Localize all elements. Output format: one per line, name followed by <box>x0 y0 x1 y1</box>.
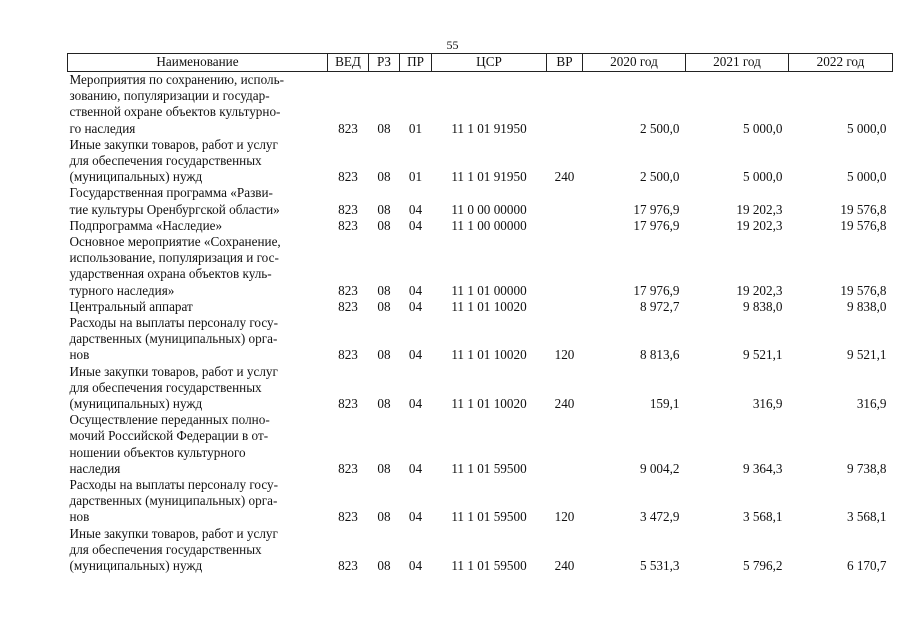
row-rz: 08 <box>377 396 391 412</box>
header-ved: ВЕД <box>328 54 369 72</box>
row-csr: 11 1 01 10020 <box>451 396 527 412</box>
row-rz: 08 <box>377 509 391 525</box>
row-name <box>68 185 328 217</box>
row-csr: 11 1 01 91950 <box>451 169 527 185</box>
row-pr: 04 <box>408 558 423 574</box>
row-name-line: Иные закупки товаров, работ и услуг <box>69 363 278 379</box>
row-vr: 240 <box>554 396 575 412</box>
row-value-2020: 2 500,0 <box>639 120 680 136</box>
row-value-2022: 5 000,0 <box>846 169 887 185</box>
row-name-line: (муниципальных) нужд <box>69 558 203 574</box>
row-ved: 823 <box>338 509 358 525</box>
row-csr: 11 1 01 59500 <box>451 460 527 476</box>
row-csr: 11 1 01 10020 <box>451 347 527 363</box>
row-value-2021: 9 838,0 <box>742 298 783 314</box>
row-name-line: наследия <box>69 460 121 476</box>
row-value-2020: 17 976,9 <box>633 282 680 298</box>
header-vr: ВР <box>547 54 583 72</box>
header-2022: 2022 год <box>789 54 893 72</box>
row-pr: 04 <box>408 298 423 314</box>
row-value-2022: 9 738,8 <box>846 460 887 476</box>
row-ved: 823 <box>338 347 358 363</box>
row-pr: 04 <box>408 509 423 525</box>
row-name-line: нов <box>69 509 90 525</box>
row-value-2021: 19 202,3 <box>736 282 783 298</box>
row-name <box>68 412 328 477</box>
row-pr: 01 <box>408 120 423 136</box>
row-value-2021: 9 364,3 <box>742 460 783 476</box>
row-ved: 823 <box>338 396 358 412</box>
row-name-line: Подпрограмма «Наследие» <box>69 217 223 233</box>
row-name-line: го наследия <box>69 120 136 136</box>
row-name-line: Иные закупки товаров, работ и услуг <box>69 525 278 541</box>
row-value-2022: 3 568,1 <box>846 509 887 525</box>
table-row <box>68 364 893 413</box>
row-rz: 08 <box>377 201 391 217</box>
header-pr: ПР <box>400 54 432 72</box>
row-value-2021: 19 202,3 <box>736 201 783 217</box>
row-value-2020: 5 531,3 <box>639 558 680 574</box>
row-value-2021: 3 568,1 <box>742 509 783 525</box>
row-name-line: Государственная программа «Разви- <box>69 185 273 201</box>
row-value-2022: 9 521,1 <box>846 347 887 363</box>
row-pr: 04 <box>408 201 423 217</box>
row-csr: 11 1 01 59500 <box>451 558 527 574</box>
row-name <box>68 218 328 234</box>
row-name-line: Основное мероприятие «Сохранение, <box>69 234 281 250</box>
table-row <box>68 526 893 575</box>
row-csr: 11 1 01 10020 <box>451 298 527 314</box>
header-name: Наименование <box>68 54 328 72</box>
row-name <box>68 72 328 137</box>
row-name-line: ственной охране объектов культурно- <box>69 104 281 120</box>
row-pr: 04 <box>408 396 423 412</box>
row-name-line: использование, популяризация и гос- <box>69 250 279 266</box>
row-csr: 11 1 00 00000 <box>451 217 527 233</box>
row-vr <box>547 185 583 217</box>
table-header <box>68 54 893 72</box>
row-csr: 11 1 01 59500 <box>451 509 527 525</box>
row-name-line: Осуществление переданных полно- <box>69 412 270 428</box>
row-csr: 11 0 00 00000 <box>451 201 527 217</box>
row-name-line: Расходы на выплаты персоналу госу- <box>69 477 279 493</box>
table-row <box>68 412 893 477</box>
row-pr: 04 <box>408 217 423 233</box>
row-value-2022: 9 838,0 <box>846 298 887 314</box>
row-ved: 823 <box>338 169 358 185</box>
row-value-2021: 9 521,1 <box>742 347 783 363</box>
row-name <box>68 364 328 413</box>
row-value-2022: 19 576,8 <box>840 282 887 298</box>
row-rz: 08 <box>377 347 391 363</box>
row-value-2020: 8 813,6 <box>639 347 680 363</box>
row-pr: 04 <box>408 460 423 476</box>
row-name-line: (муниципальных) нужд <box>69 396 203 412</box>
row-name-line: Мероприятия по сохранению, исполь- <box>69 72 285 87</box>
row-value-2020: 17 976,9 <box>633 217 680 233</box>
header-rz: РЗ <box>369 54 400 72</box>
row-pr: 04 <box>408 347 423 363</box>
row-name-line: ударственная охрана объектов куль- <box>69 266 272 282</box>
row-name-line: тие культуры Оренбургской области» <box>69 201 280 217</box>
row-vr: 240 <box>554 169 575 185</box>
row-name <box>68 477 328 526</box>
row-ved: 823 <box>338 120 358 136</box>
row-name <box>68 315 328 364</box>
table-row <box>68 137 893 186</box>
row-value-2020: 8 972,7 <box>639 298 680 314</box>
row-vr <box>547 299 583 315</box>
row-value-2022: 19 576,8 <box>840 201 887 217</box>
table-row <box>68 234 893 299</box>
row-name-line: ношении объектов культурного <box>69 444 246 460</box>
row-name-line: Иные закупки товаров, работ и услуг <box>69 136 278 152</box>
row-name-line: нов <box>69 347 90 363</box>
row-value-2020: 159,1 <box>649 396 680 412</box>
table-row <box>68 218 893 234</box>
row-name <box>68 137 328 186</box>
row-rz: 08 <box>377 169 391 185</box>
header-csr: ЦСР <box>432 54 547 72</box>
row-name-line: для обеспечения государственных <box>69 379 262 395</box>
row-name-line: турного наследия» <box>69 282 175 298</box>
row-vr: 120 <box>554 509 575 525</box>
row-pr: 04 <box>408 282 423 298</box>
row-vr: 240 <box>554 558 575 574</box>
row-rz: 08 <box>377 558 391 574</box>
row-value-2021: 5 796,2 <box>742 558 783 574</box>
row-name-line: для обеспечения государственных <box>69 153 262 169</box>
row-rz: 08 <box>377 298 391 314</box>
row-ved: 823 <box>338 282 358 298</box>
row-name <box>68 234 328 299</box>
row-rz: 08 <box>377 120 391 136</box>
table-row <box>68 299 893 315</box>
row-value-2022: 19 576,8 <box>840 217 887 233</box>
row-name-line: для обеспечения государственных <box>69 541 262 557</box>
row-value-2022: 6 170,7 <box>846 558 887 574</box>
row-value-2020: 17 976,9 <box>633 201 680 217</box>
row-name-line: дарственных (муниципальных) орга- <box>69 331 278 347</box>
row-vr <box>547 234 583 299</box>
row-pr: 01 <box>408 169 423 185</box>
budget-table <box>67 53 893 574</box>
row-vr <box>547 412 583 477</box>
row-value-2022: 316,9 <box>856 396 887 412</box>
row-ved: 823 <box>338 298 358 314</box>
table-row <box>68 72 893 137</box>
header-2020: 2020 год <box>583 54 686 72</box>
row-name-line: Расходы на выплаты персоналу госу- <box>69 315 279 331</box>
row-name <box>68 299 328 315</box>
row-name-line: дарственных (муниципальных) орга- <box>69 493 278 509</box>
row-rz: 08 <box>377 460 391 476</box>
row-name-line: Центральный аппарат <box>69 298 193 314</box>
row-ved: 823 <box>338 460 358 476</box>
row-ved: 823 <box>338 558 358 574</box>
row-vr: 120 <box>554 347 575 363</box>
row-value-2021: 5 000,0 <box>742 169 783 185</box>
row-value-2020: 2 500,0 <box>639 169 680 185</box>
row-value-2020: 3 472,9 <box>639 509 680 525</box>
row-value-2021: 5 000,0 <box>742 120 783 136</box>
row-rz: 08 <box>377 217 391 233</box>
row-name-line: зованию, популяризации и государ- <box>69 88 270 104</box>
row-ved: 823 <box>338 201 358 217</box>
row-vr <box>547 72 583 137</box>
row-csr: 11 1 01 00000 <box>451 282 527 298</box>
row-rz: 08 <box>377 282 391 298</box>
row-value-2022: 5 000,0 <box>846 120 887 136</box>
row-name-line: (муниципальных) нужд <box>69 169 203 185</box>
row-value-2020: 9 004,2 <box>639 460 680 476</box>
row-name-line: мочий Российской Федерации в от- <box>69 428 269 444</box>
row-value-2021: 19 202,3 <box>736 217 783 233</box>
table-row <box>68 185 893 217</box>
row-name <box>68 526 328 575</box>
row-vr <box>547 218 583 234</box>
page-number: 55 <box>446 38 459 52</box>
row-csr: 11 1 01 91950 <box>451 120 527 136</box>
header-2021: 2021 год <box>686 54 789 72</box>
row-ved: 823 <box>338 217 358 233</box>
table-body <box>68 72 893 575</box>
row-value-2021: 316,9 <box>752 396 783 412</box>
table-row <box>68 315 893 364</box>
table-row <box>68 477 893 526</box>
